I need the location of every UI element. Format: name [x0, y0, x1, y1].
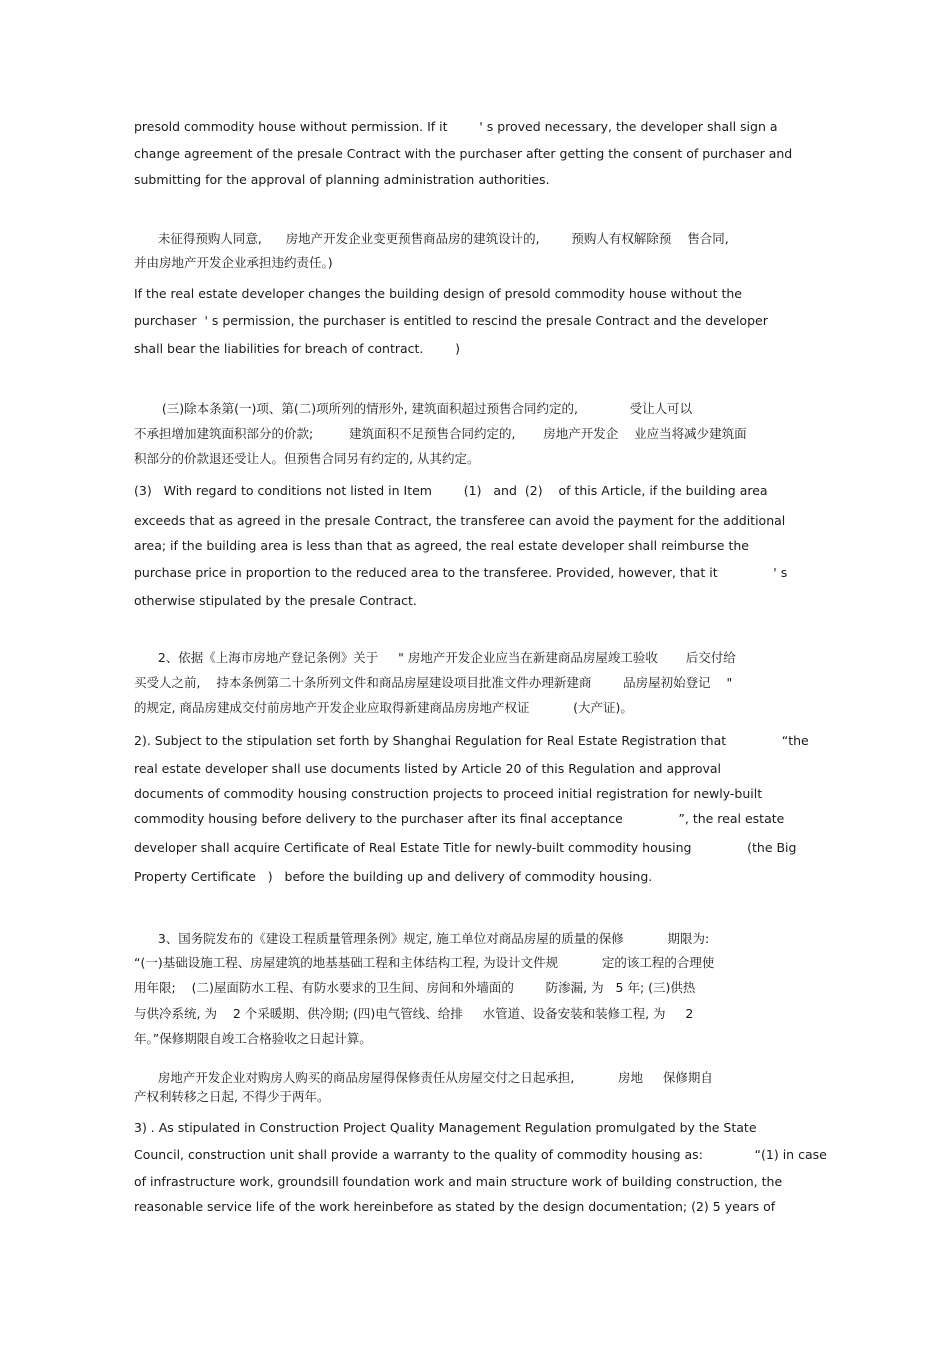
text-line: 2). Subject to the stipulation set forth by Shanghai Regulation for Real Estate Registration that “the [134, 733, 809, 748]
text-line: 3) . As stipulated in Construction Project Quality Management Regulation promulgated by the State [134, 1120, 757, 1135]
text-line-zh: 年。”保修期限自竣工合格验收之日起计算。 [134, 1031, 372, 1046]
text-line-zh: 的规定, 商品房建成交付前房地产开发企业应取得新建商品房房地产权证 (大产证)。 [134, 700, 633, 715]
text-line-zh: 与供冷系统, 为 2 个采暖期、供冷期; (四)电气管线、给排 水管道、设备安装和装修工程, 为 2 [134, 1006, 694, 1021]
text-line-zh: “(一)基础设施工程、房屋建筑的地基基础工程和主体结构工程, 为设计文件规 定的该工程的合理使 [134, 955, 715, 970]
text-line-zh: 买受人之前, 持本条例第二十条所列文件和商品房屋建设项目批准文件办理新建商 品房屋初始登记 " [134, 675, 733, 690]
text-line-zh: 积部分的价款退还受让人。但预售合同另有约定的, 从其约定。 [134, 451, 480, 466]
text-line: submitting for the approval of planning administration authorities. [134, 172, 550, 187]
text-line-zh: 并由房地产开发企业承担违约责任。) [134, 255, 333, 270]
text-line-zh: 未征得预购人同意, 房地产开发企业变更预售商品房的建筑设计的, 预购人有权解除预 售合同, [134, 231, 729, 246]
text-line: purchase price in proportion to the reduced area to the transferee. Provided, however, that it ' s [134, 565, 788, 580]
text-line-zh: (三)除本条第(一)项、第(二)项所列的情形外, 建筑面积超过预售合同约定的, 受让人可以 [134, 401, 693, 416]
text-line: If the real estate developer changes the building design of presold commodity house without the [134, 286, 742, 301]
text-line: otherwise stipulated by the presale Contract. [134, 593, 417, 608]
text-line-zh: 产权利转移之日起, 不得少于两年。 [134, 1089, 330, 1104]
text-line: shall bear the liabilities for breach of contract. ) [134, 341, 461, 356]
text-line: documents of commodity housing construction projects to proceed initial registration for newly-built [134, 786, 763, 801]
text-line: developer shall acquire Certificate of Real Estate Title for newly-built commodity housing (the Big [134, 840, 797, 855]
text-line: Council, construction unit shall provide a warranty to the quality of commodity housing as: “(1) in case [134, 1147, 827, 1162]
text-line-zh: 2、依据《上海市房地产登记条例》关于 " 房地产开发企业应当在新建商品房屋竣工验收 后交付给 [134, 650, 736, 665]
text-line: area; if the building area is less than that as agreed, the real estate developer shall reimburse the [134, 538, 749, 553]
text-line: change agreement of the presale Contract with the purchaser after getting the consent of purchaser and [134, 146, 793, 161]
text-line: Property Certificate ) before the building up and delivery of commodity housing. [134, 869, 653, 884]
text-line-zh: 不承担增加建筑面积部分的价款; 建筑面积不足预售合同约定的, 房地产开发企 业应当将减少建筑面 [134, 426, 747, 441]
text-line: reasonable service life of the work hereinbefore as stated by the design documentation; (2) 5 years of [134, 1199, 776, 1214]
text-line: of infrastructure work, groundsill foundation work and main structure work of building construction, the [134, 1174, 783, 1189]
text-line: real estate developer shall use documents listed by Article 20 of this Regulation and approval [134, 761, 722, 776]
text-line: purchaser ' s permission, the purchaser is entitled to rescind the presale Contract and the developer [134, 313, 768, 328]
text-line: presold commodity house without permission. If it ' s proved necessary, the developer shall sign a [134, 119, 778, 134]
text-line-zh: 房地产开发企业对购房人购买的商品房屋得保修责任从房屋交付之日起承担, 房地 保修期自 [134, 1070, 713, 1085]
text-line: (3) With regard to conditions not listed in Item (1) and (2) of this Article, if the building area [134, 483, 768, 498]
text-line: commodity housing before delivery to the purchaser after its final acceptance ”, the real estate [134, 811, 785, 826]
text-line-zh: 3、国务院发布的《建设工程质量管理条例》规定, 施工单位对商品房屋的质量的保修 期限为: [134, 931, 710, 946]
text-line: exceeds that as agreed in the presale Contract, the transferee can avoid the payment for the additional [134, 513, 786, 528]
text-line-zh: 用年限; (二)屋面防水工程、有防水要求的卫生间、房间和外墙面的 防渗漏, 为 5 年; (三)供热 [134, 980, 696, 995]
